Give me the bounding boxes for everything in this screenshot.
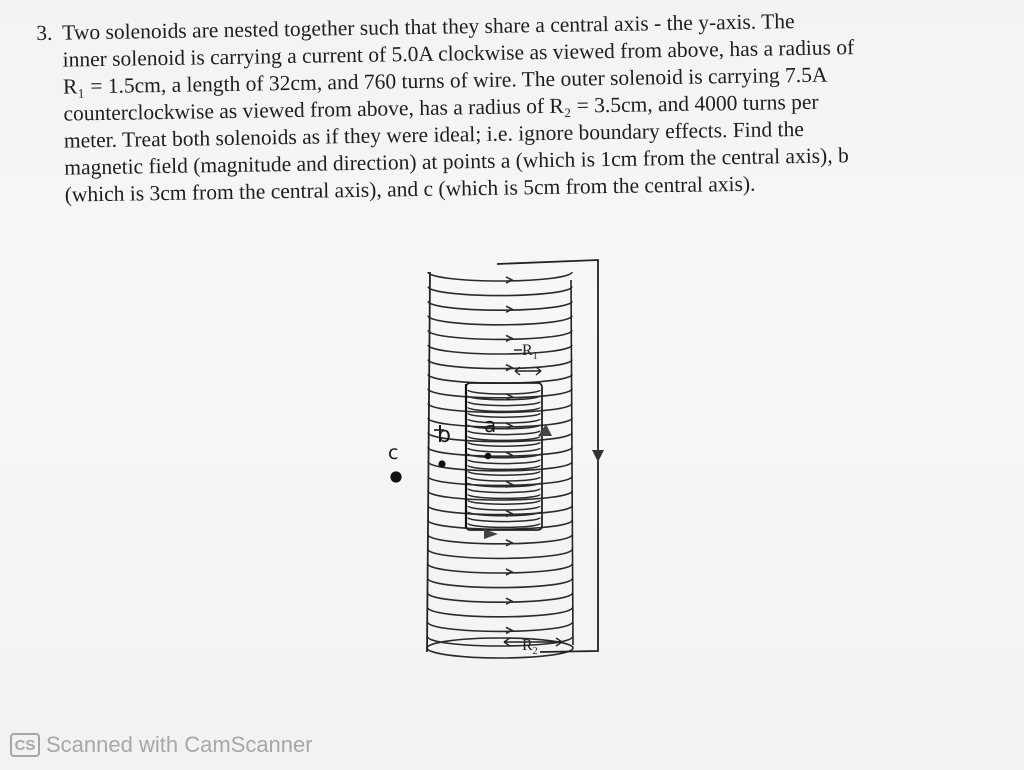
problem-line-1: Two solenoids are nested together such that they share a central axis - the y-axis. The [62,9,795,45]
point-b-label: b [437,423,451,448]
outer-coil-loop [428,564,572,573]
outer-coil-loop [428,287,572,296]
point-b-dot [438,460,445,467]
inner-coil-loop [468,471,540,475]
inner-coil-loop [468,460,540,464]
outer-coil-loop [428,360,572,369]
r1-label: $R_1$ [522,342,538,362]
inner-coil-loop [468,431,540,435]
inner-coil-loop [468,402,540,406]
outer-coil-loop [428,316,572,325]
inner-coil-loop [468,442,540,446]
outer-bottom-rim [427,638,573,658]
watermark-text: Scanned with CamScanner [46,732,313,757]
camscanner-logo-icon: CS [10,733,40,757]
problem-line-5: meter. Treat both solenoids as if they were ideal; i.e. ignore boundary effects. Find the [63,116,804,153]
outer-coil-loop [428,549,572,558]
outer-current-arrow [506,365,512,371]
problem-line-6: magnetic field (magnitude and direction) at points a (which is 1cm from the central axis), b [64,143,849,180]
outer-coil-loop [428,345,572,354]
scanner-watermark [10,731,313,759]
point-c-label: c [388,442,399,464]
outer-coil-loop [428,535,572,544]
inner-coil-loop [468,407,540,411]
inner-coil-loop [468,494,540,498]
outer-coil-loop [428,374,572,383]
outer-coil-loop [428,272,572,281]
point-a-label: a [484,413,497,437]
inner-coil-loop [468,390,540,394]
outer-current-arrow [506,306,512,312]
inner-coil-loop [468,436,540,440]
outer-current-arrow [506,335,512,341]
outer-current-arrow [506,540,512,546]
return-wire-arrow [592,450,604,462]
inner-coil-loop [468,477,540,481]
inner-coil-loop [468,465,540,469]
point-a-dot [485,453,492,460]
outer-coil-loop [428,301,572,310]
outer-coil-loop [428,593,572,602]
problem-line-2: inner solenoid is carrying a current of 5.0A clockwise as viewed from above, has a radius of [62,35,855,72]
point-c-dot [390,471,401,482]
problem-number: 3. [36,20,53,45]
inner-coil-loop [468,489,540,493]
inner-coil-loop [468,523,540,527]
outer-current-arrow [506,598,512,604]
outer-coil-loop [428,608,572,617]
inner-coil-loop [468,500,540,504]
inner-coil-loop [468,518,540,522]
outer-solenoid-coils [427,272,573,658]
outer-coil-loop [428,622,572,631]
problem-line-3: R₁ = 1.5cm, a length of 32cm, and 760 turns of wire. The outer solenoid is carrying 7.5A [62,62,828,99]
outer-current-arrow [506,277,512,283]
problem-line-7: (which is 3cm from the central axis), and c (which is 5cm from the central axis). [64,171,756,207]
inner-coil-loop [468,413,540,417]
outer-solenoid-right-wall [571,280,573,645]
outer-coil-loop [428,330,572,339]
r2-label: $R_2$ [522,637,538,657]
outer-coil-loop [428,579,572,588]
inner-coil-loop [468,506,540,510]
inner-coil-loop [468,419,540,423]
outer-current-arrow [506,569,512,575]
inner-coil-loop [468,448,540,452]
inner-solenoid-coils [468,390,540,527]
outer-current-arrow [506,627,512,633]
problem-line-4: counterclockwise as viewed from above, has a radius of R₂ = 3.5cm, and 4000 turns per [63,89,819,126]
